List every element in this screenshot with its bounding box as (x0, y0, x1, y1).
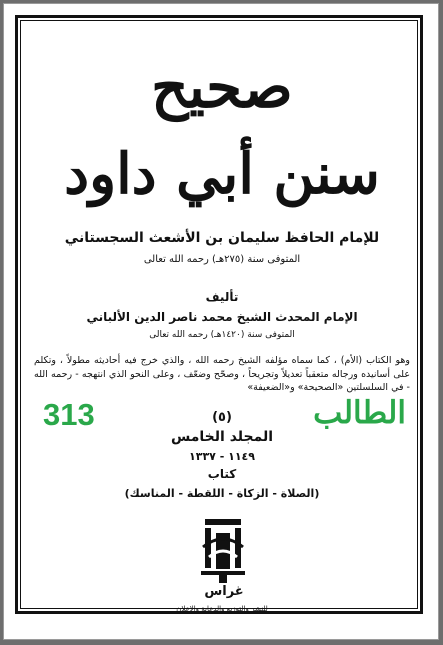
kitab-label: كتاب (207, 467, 237, 481)
original-author: للإمام الحافظ سليمان بن الأشعث السجستاني (64, 230, 380, 246)
book-description: وهو الكتاب (الأم) ، كما سماه مؤلفه الشيخ رحمه الله ، والذي خرج فيه أحاديثه مطولاً ، وتكلم على أسانيده ورجاله متعقباً تعديلاً وتجريحاً ، وصحّح وضعّف ، وعلى النحو الذي انتهجه - رحمه الله - في السلسلتين «الصحيحة» و«الضعيفة» (34, 355, 410, 393)
overlay-word: الطالب (313, 395, 406, 430)
editor-author-death: المتوفى سنة (١٤٢٠هـ) رحمه الله تعالى (149, 330, 295, 340)
volume-number: (٥) (212, 410, 232, 425)
publisher-name: غراس (204, 584, 244, 599)
book-cover (3, 3, 439, 640)
title-line-1: صحيح (151, 53, 293, 121)
editor-author: الإمام المحدث الشيخ محمد ناصر الدين الألباني (86, 310, 358, 324)
title-line-2: سنن أبي داود (64, 141, 380, 207)
chapters-list: (الصلاة - الزكاة - اللقطة - المناسك) (124, 487, 320, 500)
overlay-number: 313 (43, 397, 95, 432)
hadith-range: ١١٤٩ - ١٣٣٧ (189, 450, 255, 463)
original-author-death: المتوفى سنة (٢٧٥هـ) رحمه الله تعالى (143, 254, 301, 265)
volume-label: المجلد الخامس (170, 429, 274, 445)
publisher-caption: للنشر والتوزيع والدعاية والإعلان (176, 605, 268, 613)
authored-by-label: تأليف (205, 290, 239, 304)
